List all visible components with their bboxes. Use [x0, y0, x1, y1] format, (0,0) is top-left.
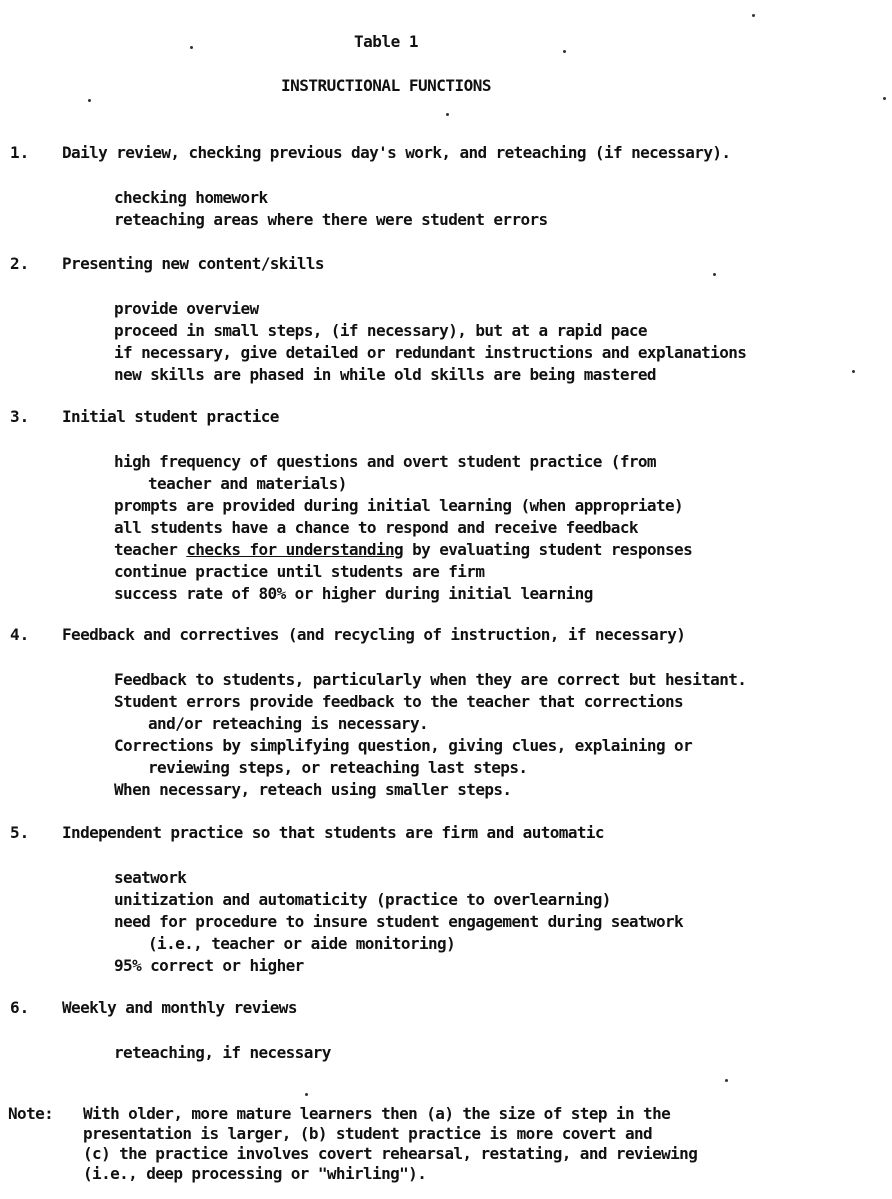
list-item: Feedback to students, particularly when they are correct but hesitant. — [114, 670, 747, 689]
list-item: 95% correct or higher — [114, 956, 304, 975]
list-item: Corrections by simplifying question, giving clues, explaining or — [114, 736, 693, 755]
scan-speck — [88, 99, 91, 102]
section-number: 5. — [10, 823, 30, 842]
page-title: INSTRUCTIONAL FUNCTIONS — [280, 76, 492, 95]
list-item-continuation: and/or reteaching is necessary. — [148, 714, 429, 733]
section-items — [114, 1042, 331, 1064]
table-label: Table 1 — [354, 32, 418, 51]
section-heading: Independent practice so that students are firm and automatic — [62, 823, 604, 842]
note-body — [83, 1104, 697, 1184]
scan-speck — [852, 370, 855, 373]
list-item: unitization and automaticity (practice to overlearning) — [114, 890, 611, 909]
list-item: if necessary, give detailed or redundant instructions and explanations — [114, 343, 747, 362]
list-item: When necessary, reteach using smaller steps. — [114, 780, 512, 799]
list-item: prompts are provided during initial learning (when appropriate) — [114, 496, 684, 515]
note-line: (c) the practice involves covert rehearsal, restating, and reviewing — [83, 1144, 698, 1163]
section-heading: Weekly and monthly reviews — [62, 998, 297, 1017]
note-line: presentation is larger, (b) student practice is more covert and — [83, 1124, 653, 1143]
list-item: teacher checks for understanding by evaluating student responses — [114, 540, 693, 559]
section-heading: Feedback and correctives (and recycling of instruction, if necessary) — [62, 625, 686, 644]
list-item: checking homework — [114, 188, 268, 207]
list-item: all students have a chance to respond and receive feedback — [114, 518, 638, 537]
section-items — [114, 451, 692, 605]
list-item: proceed in small steps, (if necessary), but at a rapid pace — [114, 321, 647, 340]
section-items — [114, 669, 746, 801]
list-item: Student errors provide feedback to the teacher that corrections — [114, 692, 684, 711]
section-number: 6. — [10, 998, 30, 1017]
underlined-phrase: checks for understanding — [186, 540, 404, 559]
scan-speck — [190, 46, 193, 49]
section-heading: Daily review, checking previous day's work, and reteaching (if necessary). — [62, 143, 731, 162]
list-item: seatwork — [114, 868, 187, 887]
section-items — [114, 187, 548, 231]
section-heading: Initial student practice — [62, 407, 279, 426]
note-line: (i.e., deep processing or "whirling"). — [83, 1164, 427, 1183]
note-line: With older, more mature learners then (a) the size of step in the — [83, 1104, 671, 1123]
list-item: reteaching areas where there were student errors — [114, 210, 548, 229]
scan-speck — [713, 273, 716, 276]
list-item: continue practice until students are firm — [114, 562, 485, 581]
scan-speck — [883, 97, 886, 100]
scan-speck — [446, 113, 449, 116]
list-item: provide overview — [114, 299, 259, 318]
list-item-continuation: teacher and materials) — [148, 474, 347, 493]
list-item: success rate of 80% or higher during initial learning — [114, 584, 593, 603]
list-item: new skills are phased in while old skills are being mastered — [114, 365, 656, 384]
section-heading: Presenting new content/skills — [62, 254, 324, 273]
list-item-continuation: reviewing steps, or reteaching last steps. — [148, 758, 528, 777]
section-number: 4. — [10, 625, 30, 644]
section-number: 2. — [10, 254, 30, 273]
scan-speck — [752, 14, 755, 17]
list-item: high frequency of questions and overt student practice (from — [114, 452, 656, 471]
scan-speck — [305, 1093, 308, 1096]
section-number: 3. — [10, 407, 30, 426]
scan-speck — [563, 50, 566, 53]
list-item-continuation: (i.e., teacher or aide monitoring) — [148, 934, 456, 953]
list-item: need for procedure to insure student engagement during seatwork — [114, 912, 684, 931]
list-item: reteaching, if necessary — [114, 1043, 331, 1062]
section-number: 1. — [10, 143, 30, 162]
section-items — [114, 867, 683, 977]
scan-speck — [725, 1079, 728, 1082]
note-label: Note: — [8, 1104, 54, 1123]
section-items — [114, 298, 746, 386]
